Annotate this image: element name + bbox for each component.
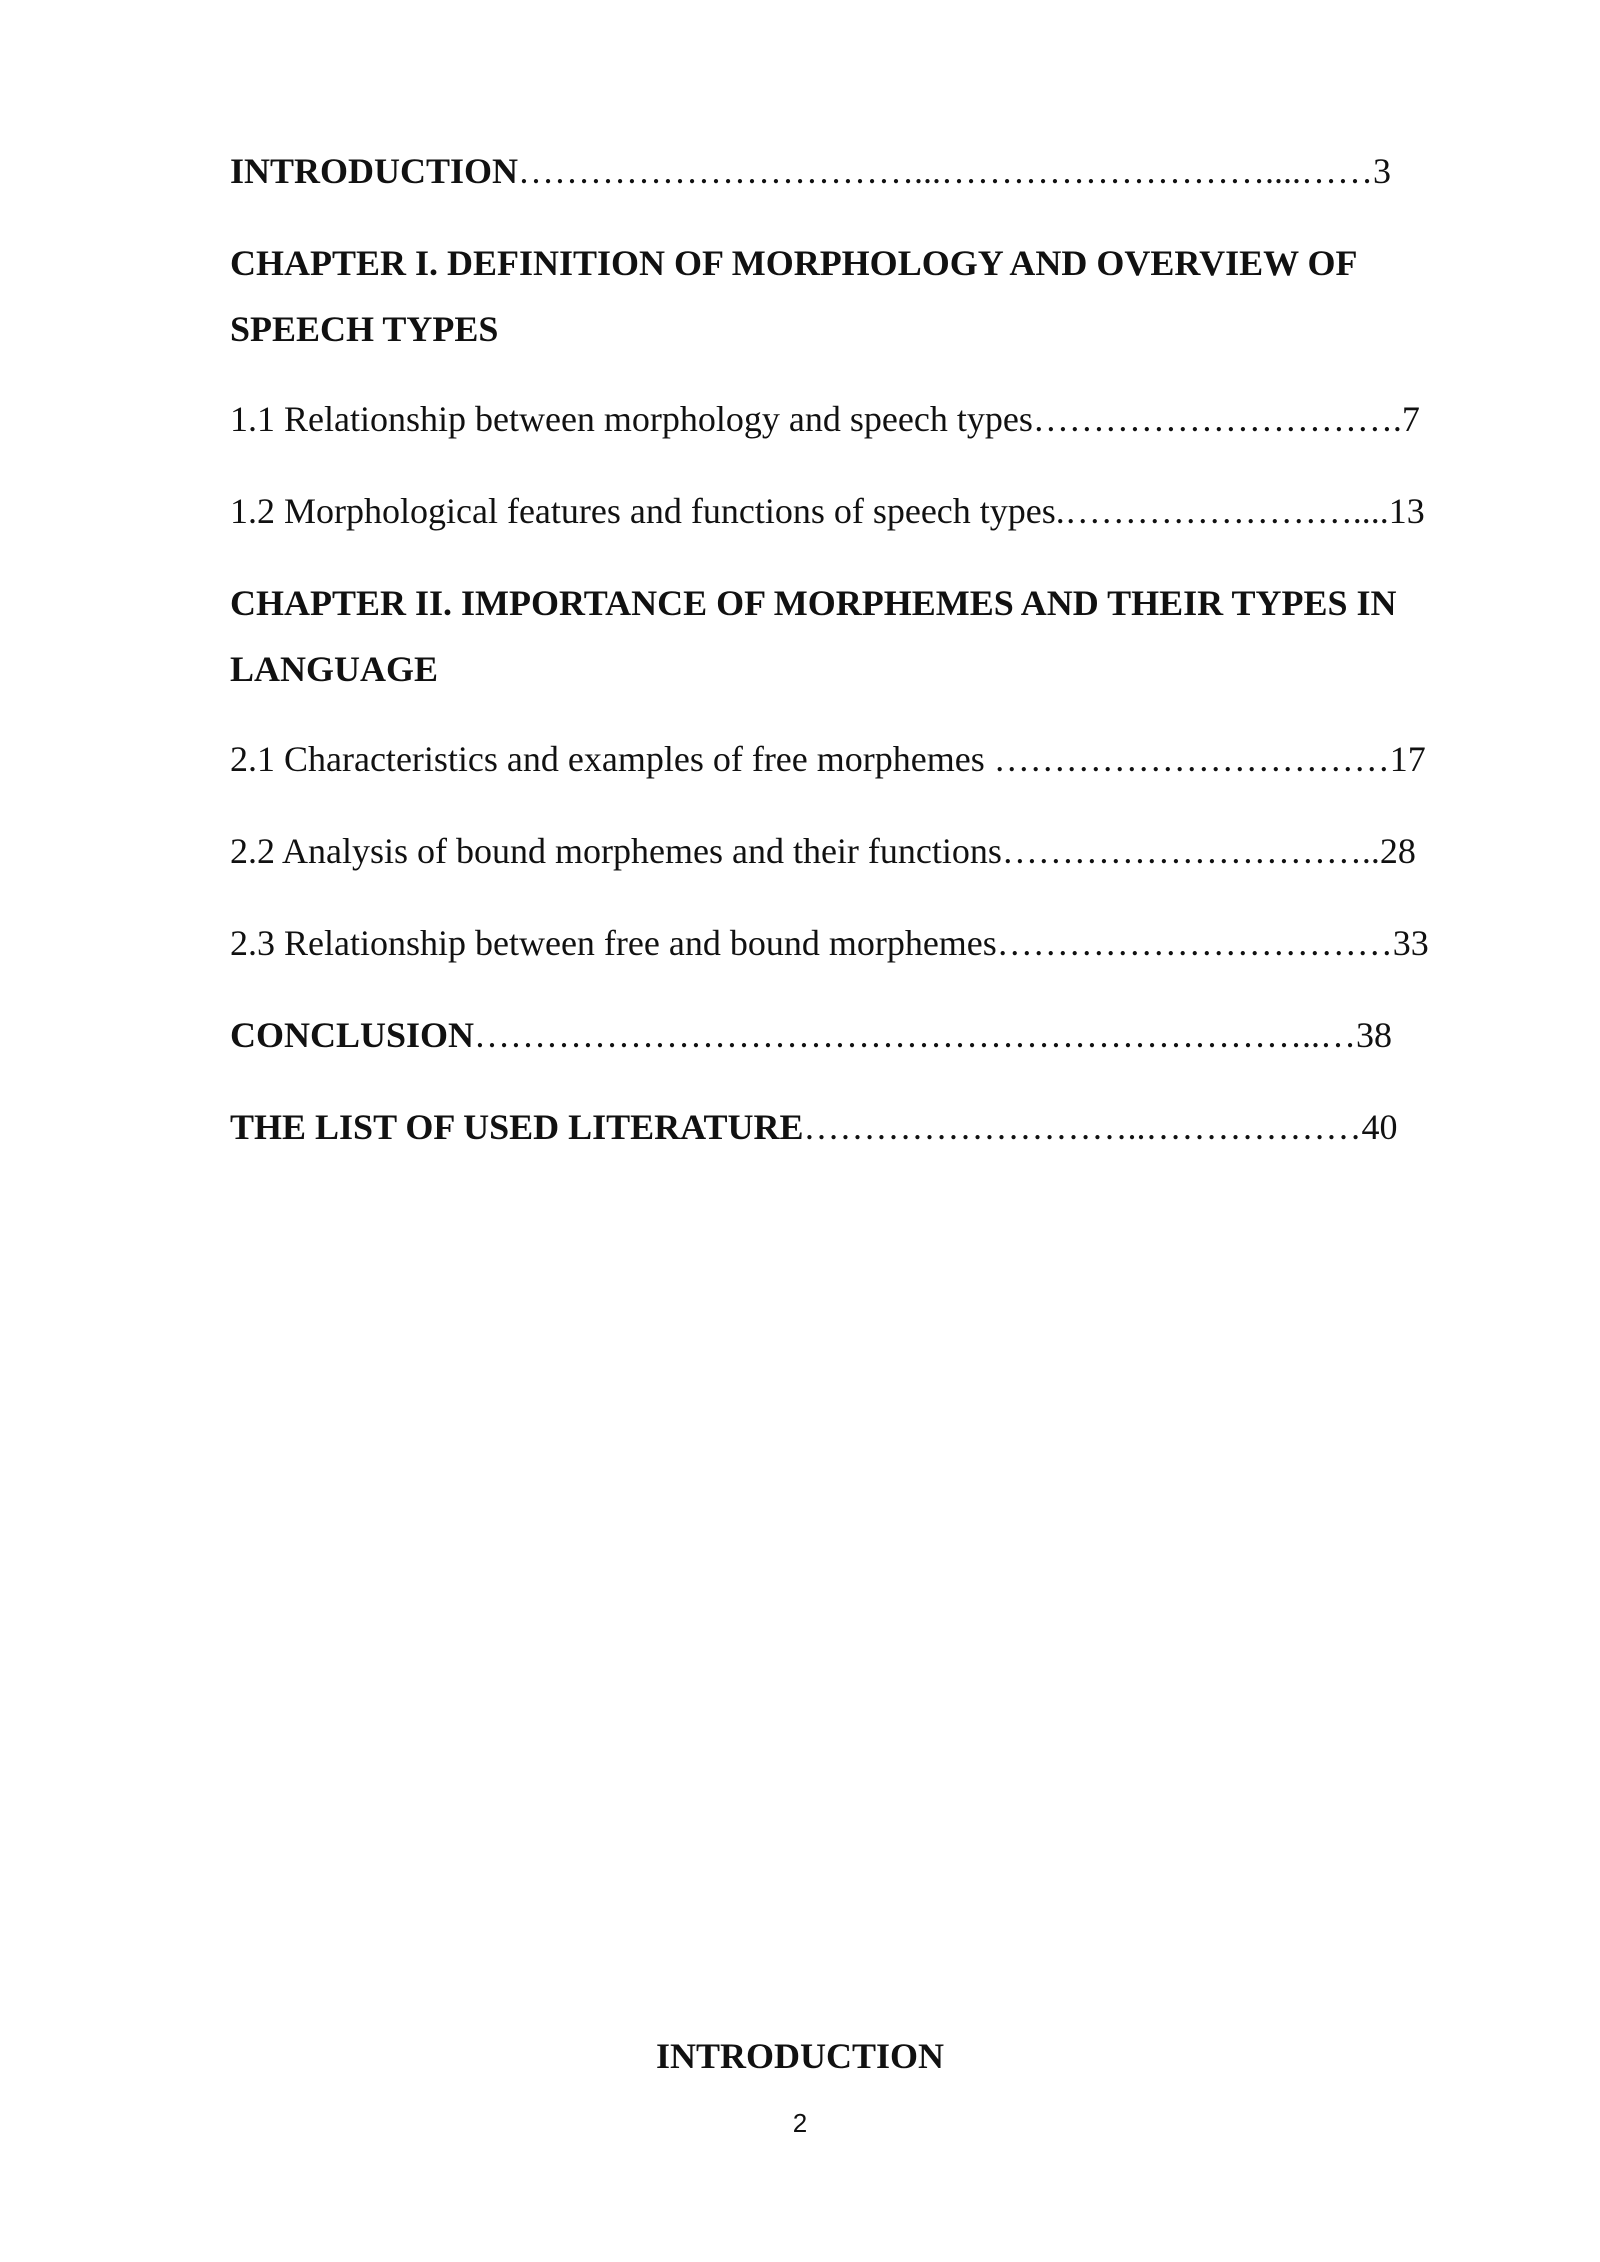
table-of-contents [230,150,1490,1148]
toc-leader-dots: …………………………. [1032,399,1402,439]
page-number: 2 [792,2108,808,2138]
toc-entry-label: CONCLUSION [230,1015,475,1055]
toc-page-number: 38 [1356,1015,1393,1055]
toc-leader-dots: ………………………..……………… [803,1107,1362,1147]
toc-page-number: 17 [1389,739,1426,779]
toc-chapter-1-heading[interactable]: CHAPTER I. DEFINITION OF MORPHOLOGY AND OVERVIEW OF SPEECH TYPES [230,243,1357,349]
toc-entry-label: INTRODUCTION [230,151,519,191]
toc-page-number: 3 [1373,151,1392,191]
toc-leader-dots: ……………………………………………………………..… [474,1015,1357,1055]
toc-page-number: 40 [1361,1107,1398,1147]
toc-entry-label: 2.1 Characteristics and examples of free morphemes [230,739,994,779]
toc-entry-2-2[interactable] [230,830,1490,872]
toc-entry-literature[interactable] [230,1106,1490,1148]
toc-entry-label: 2.2 Analysis of bound morphemes and their functions [230,831,1002,871]
toc-entry-label: THE LIST OF USED LITERATURE [230,1107,804,1147]
toc-leader-dots: ………………………….. [1001,831,1380,871]
toc-page-number: 13 [1388,491,1425,531]
toc-entry-1-1[interactable] [230,398,1490,440]
toc-leader-dots: ……………………………...………………………....…… [518,151,1374,191]
toc-leader-dots: …………………………… [996,923,1393,963]
toc-page-number: 33 [1392,923,1429,963]
toc-entry-label: 1.2 Morphological features and functions of speech types. [230,491,1065,531]
toc-entry-2-1[interactable] [230,738,1490,780]
toc-chapter-2-heading[interactable]: CHAPTER II. IMPORTANCE OF MORPHEMES AND THEIR TYPES IN LANGUAGE [230,583,1397,689]
toc-leader-dots: …………………………… [993,739,1390,779]
section-heading: INTRODUCTION [655,2036,945,2076]
toc-entry-introduction[interactable] [230,150,1490,192]
toc-entry-1-2[interactable] [230,490,1490,532]
toc-entry-2-3[interactable] [230,922,1490,964]
toc-page-number: 28 [1379,831,1416,871]
toc-entry-conclusion[interactable] [230,1014,1490,1056]
toc-entry-label: 2.3 Relationship between free and bound morphemes [230,923,997,963]
toc-entry-label: 1.1 Relationship between morphology and speech types [230,399,1033,439]
toc-leader-dots: …………………….... [1064,491,1389,531]
toc-page-number: 7 [1401,399,1420,439]
